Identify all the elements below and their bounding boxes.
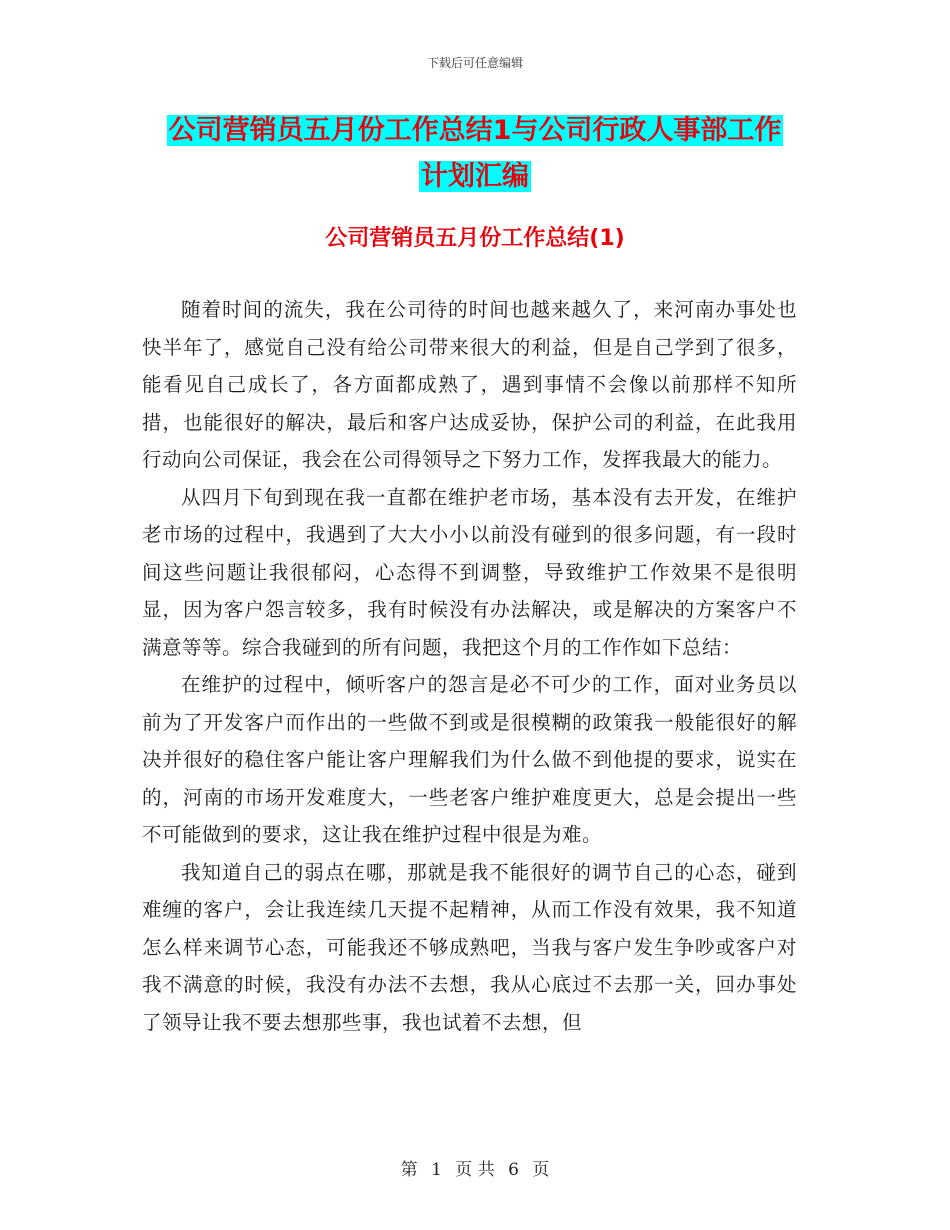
header-note: 下载后可任意编辑 <box>426 56 523 70</box>
footer-suffix: 页 <box>532 1160 550 1180</box>
footer-prefix: 第 <box>400 1160 418 1180</box>
page-number: 1 <box>431 1160 442 1180</box>
paragraph: 从四月下旬到现在我一直都在维护老市场，基本没有去开发，在维护老市场的过程中，我遇到了大大小小以前没有碰到的很多问题，有一段时间这些问题让我很郁闷，心态得不到调整，导致维护工作效果不是很明显，因为客户怨言较多，我有时候没有办法解决，或是解决的方案客户不满意等等。综合我碰到的所有问题，我把这个月的工作作如下总结： <box>142 485 797 659</box>
page-total: 6 <box>508 1160 519 1180</box>
paragraph: 随着时间的流失，我在公司待的时间也越来越久了，来河南办事处也快半年了，感觉自己没有给公司带来很大的利益，但是自己学到了很多，能看见自己成长了，各方面都成熟了，遇到事情不会像以前那样不知所措，也能很好的解决，最后和客户达成妥协，保护公司的利益，在此我用行动向公司保证，我会在公司得领导之下努力工作，发挥我最大的能力。 <box>142 298 797 471</box>
body-text <box>142 291 797 1041</box>
paragraph: 我知道自己的弱点在哪，那就是我不能很好的调节自己的心态，碰到难缠的客户，会让我连续几天提不起精神，从而工作没有效果，我不知道怎么样来调节心态，可能我还不够成熟吧，当我与客户发生争吵或客户对我不满意的时候，我没有办法不去想，我从心底过不去那一关，回办事处了领导让我不要去想那些事，我也试着不去想，但 <box>142 860 797 1034</box>
document-title <box>140 108 810 200</box>
section-title: 公司营销员五月份工作总结(1) <box>325 226 625 251</box>
page-footer <box>0 1155 950 1180</box>
document-title-line-1: 公司营销员五月份工作总结1与公司行政人事部工作 <box>168 115 782 146</box>
footer-middle: 页 共 <box>455 1160 495 1180</box>
document-title-line-2: 计划汇编 <box>421 161 529 192</box>
paragraph: 在维护的过程中，倾听客户的怨言是必不可少的工作，面对业务员以前为了开发客户而作出的一些做不到或是很模糊的政策我一般能很好的解决并很好的稳住客户能让客户理解我们为什么做不到他提的要求，说实在的，河南的市场开发难度大，一些老客户维护难度更大，总是会提出一些不可能做到的要求，这让我在维护过程中很是为难。 <box>142 673 797 846</box>
